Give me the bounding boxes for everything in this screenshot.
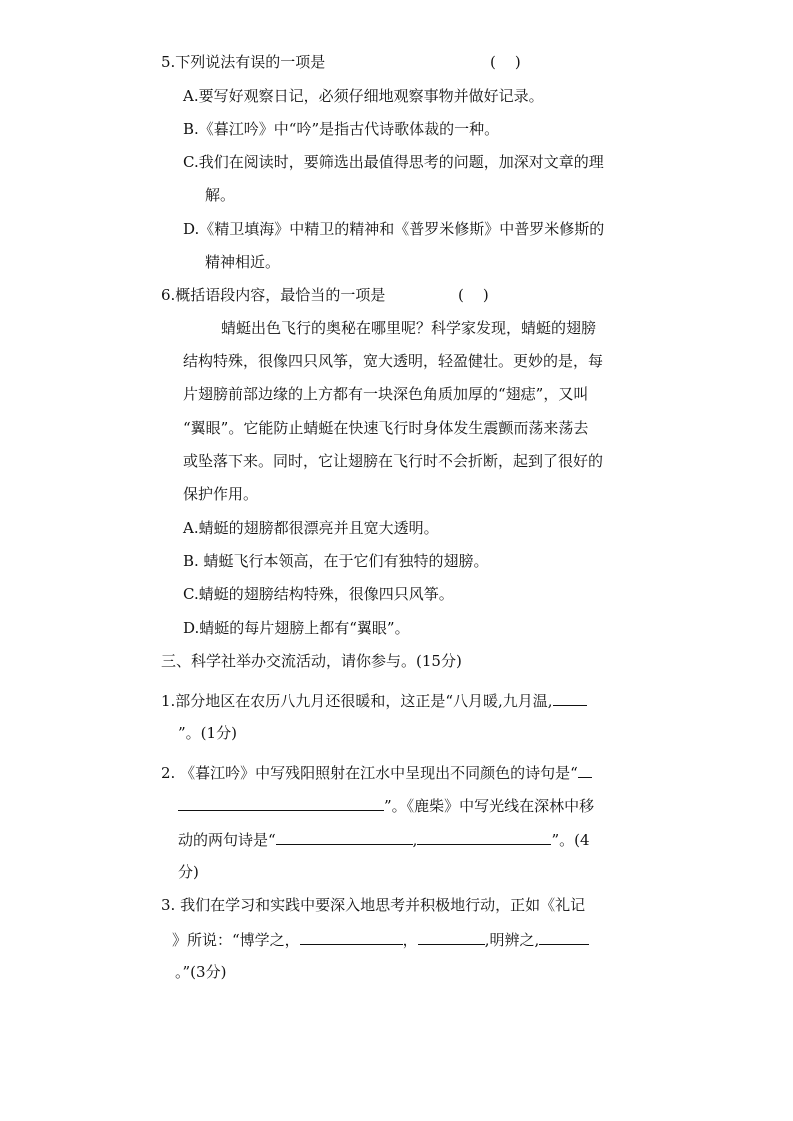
q5-option-c: C.我们在阅读时，要筛选出最值得思考的问题，加深对文章的理 (183, 153, 604, 171)
s3-q3-text-start: 》所说：“博学之， (172, 931, 300, 949)
q5-option-a: A.要写好观察日记，必须仔细地观察事物并做好记录。 (183, 87, 544, 105)
s3-q2-line4: 分) (178, 863, 199, 881)
q5-stem: 5.下列说法有误的一项是 (161, 53, 326, 71)
s3-q2-line2 (178, 795, 594, 816)
q6-option-b: B. 蜻蜓飞行本领高，在于它们有独特的翅膀。 (183, 552, 489, 570)
s3-q3-line2 (172, 929, 589, 950)
q5-option-d: D.《精卫填海》中精卫的精神和《普罗米修斯》中普罗米修斯的 (183, 220, 605, 238)
s3-q1-line1 (161, 690, 587, 711)
s3-q1-line2: ”。(1分) (178, 724, 237, 742)
s3-q1-text: 1.部分地区在农历八九月还很暖和，这正是“八月暖,九月温, (161, 692, 553, 710)
q5-answer-parentheses: ( ) (490, 53, 521, 71)
q5-option-b: B.《暮江吟》中“吟”是指古代诗歌体裁的一种。 (183, 120, 500, 138)
s3-q3-line3: 。”(3分) (175, 963, 227, 981)
q6-passage-line: 蜻蜓出色飞行的奥秘在哪里呢？科学家发现，蜻蜓的翅膀 (221, 319, 597, 337)
q6-passage-line: 片翅膀前部边缘的上方都有一块深色角质加厚的“翅痣”，又叫 (183, 385, 589, 403)
s3-q3-comma: ， (402, 931, 418, 949)
s3-q3-answer-blank-1[interactable] (300, 929, 403, 945)
q6-passage-line: 或坠落下来。同时，它让翅膀在飞行时不会折断，起到了很好的 (183, 452, 604, 470)
s3-q3-answer-blank-3[interactable] (539, 929, 589, 945)
q6-stem: 6.概括语段内容，最恰当的一项是 (161, 286, 386, 304)
q6-passage-line: 结构特殊，很像四只风筝，宽大透明，轻盈健壮。更妙的是，每 (183, 352, 604, 370)
q6-answer-parentheses: ( ) (458, 286, 489, 304)
q6-passage-line: “翼眼”。它能防止蜻蜓在快速飞行时身体发生震颤而荡来荡去 (183, 419, 589, 437)
q6-passage-line: 保护作用。 (183, 485, 259, 503)
q6-option-d: D.蜻蜓的每片翅膀上都有“翼眼”。 (183, 619, 410, 637)
s3-q2-answer-blank-1a[interactable] (578, 762, 592, 778)
s3-q2-text-end: ”。(4 (551, 831, 590, 849)
s3-q2-text: 2. 《暮江吟》中写残阳照射在江水中呈现出不同颜色的诗句是“ (161, 764, 578, 782)
section3-heading: 三、科学社举办交流活动，请你参与。(15分) (161, 652, 462, 670)
s3-q2-text-start: 动的两句诗是“ (178, 831, 276, 849)
s3-q2-answer-blank-2[interactable] (184, 795, 384, 811)
s3-q3-line1: 3. 我们在学习和实践中要深入地思考并积极地行动，正如《礼记 (161, 896, 586, 914)
q5-option-d-continued: 精神相近。 (205, 253, 281, 271)
q6-option-c: C.蜻蜓的翅膀结构特殊，很像四只风筝。 (183, 585, 454, 603)
s3-q1-answer-blank[interactable] (553, 690, 587, 706)
s3-q2-line1 (161, 762, 592, 783)
s3-q3-text-mid: ,明辨之, (484, 931, 540, 949)
q6-option-a: A.蜻蜓的翅膀都很漂亮并且宽大透明。 (183, 519, 439, 537)
q5-option-c-continued: 解。 (205, 186, 236, 204)
s3-q2-text-mid: ”。《鹿柴》中写光线在深林中移 (384, 797, 595, 815)
s3-q2-answer-blank-4[interactable] (417, 829, 551, 845)
s3-q3-answer-blank-2[interactable] (418, 929, 485, 945)
s3-q2-line3 (178, 829, 590, 850)
s3-q2-comma: , (412, 831, 418, 849)
s3-q2-answer-blank-3[interactable] (276, 829, 413, 845)
